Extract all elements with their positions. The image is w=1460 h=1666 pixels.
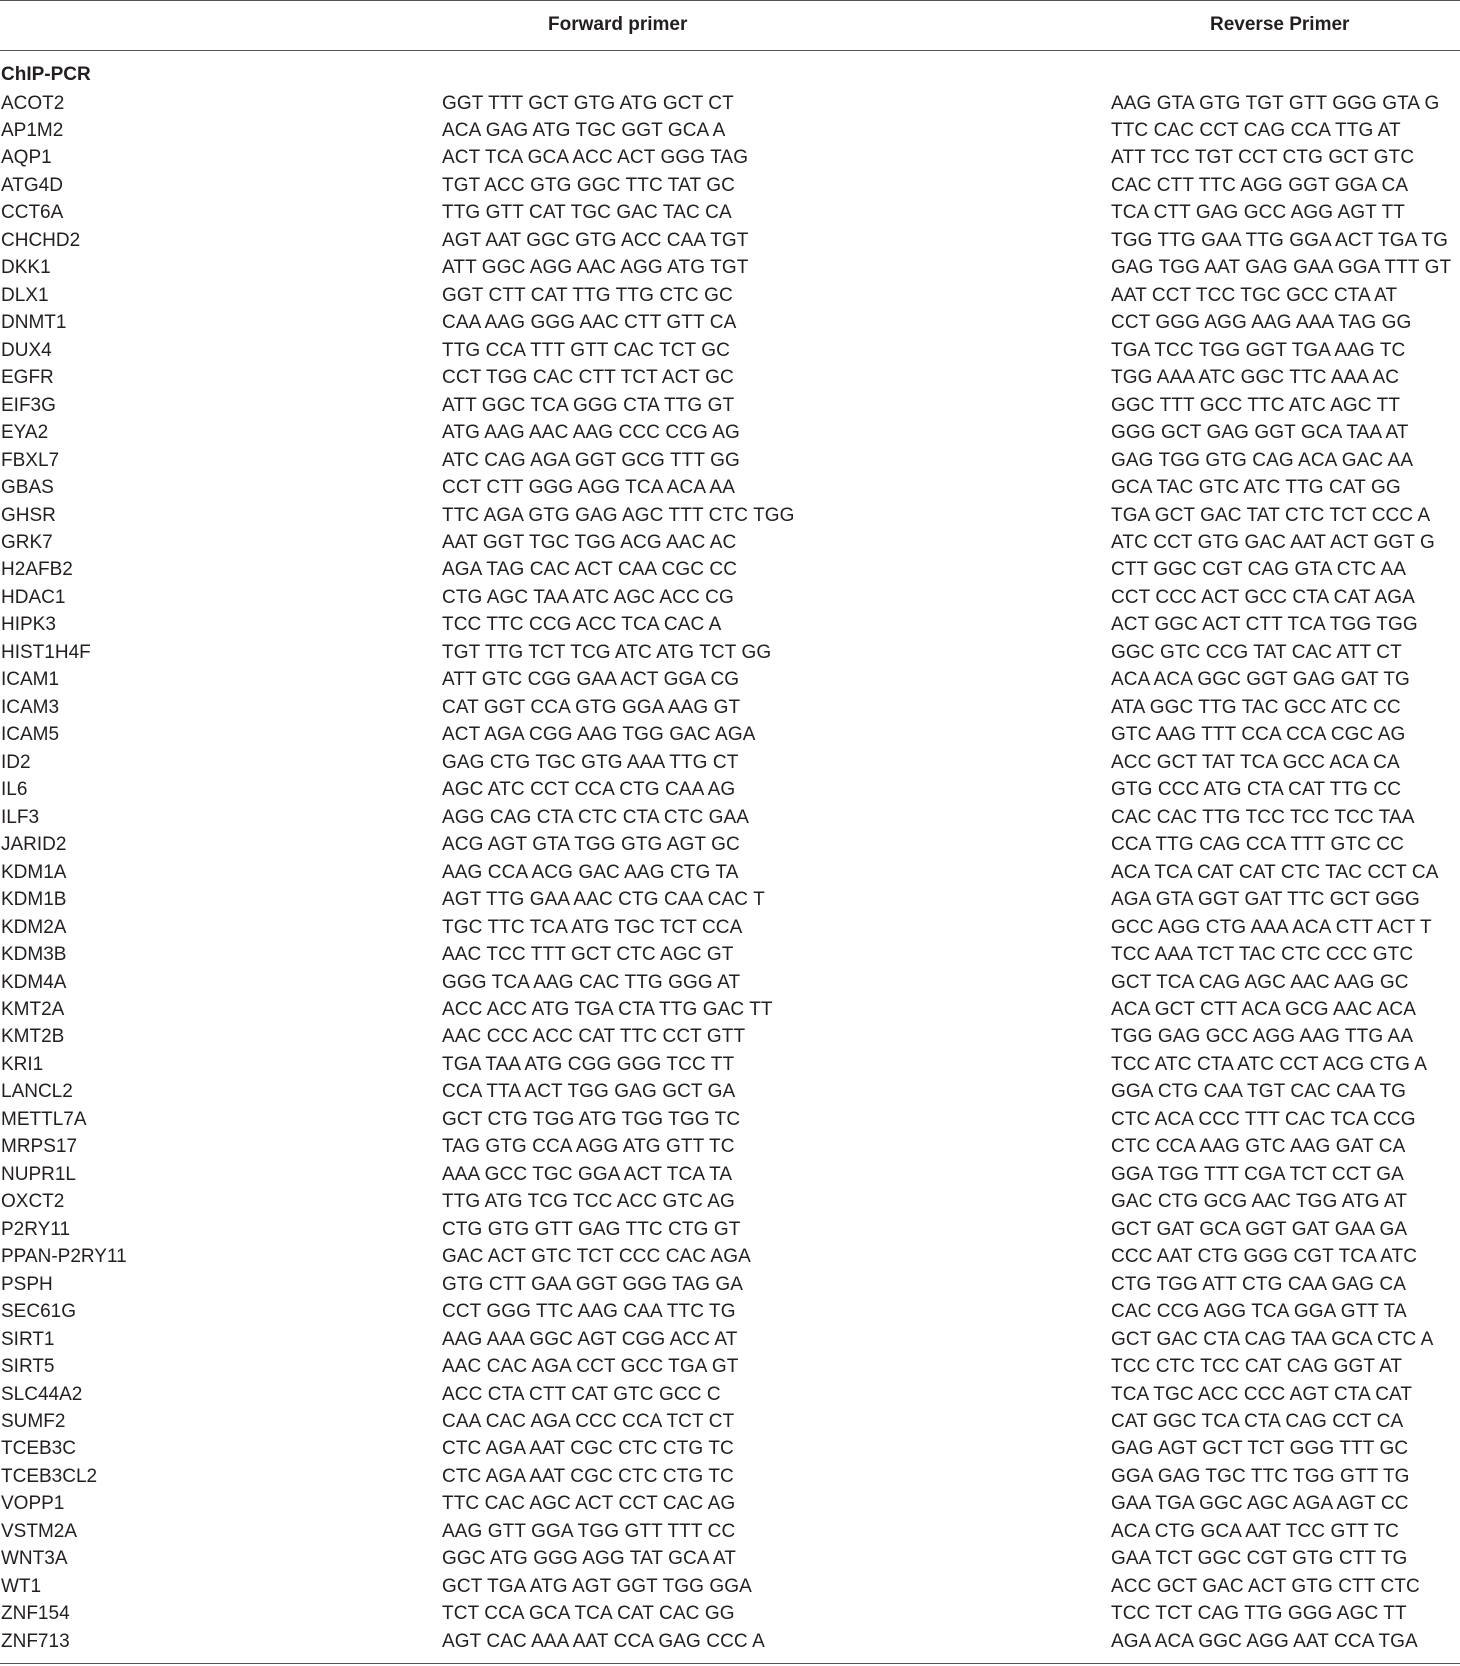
table-row [0, 1600, 1460, 1627]
reverse-primer-cell: CTC ACA CCC TTT CAC TCA CCG [1111, 1108, 1416, 1130]
reverse-primer-cell: CAC CAC TTG TCC TCC TCC TAA [1111, 806, 1415, 828]
forward-primer-cell: TTG ATG TCG TCC ACC GTC AG [442, 1191, 735, 1213]
gene-cell: SUMF2 [1, 1411, 66, 1432]
gene-cell: ICAM3 [1, 696, 60, 718]
table-row [0, 666, 1460, 693]
gene-cell: PPAN-P2RY11 [1, 1246, 127, 1268]
table-row [0, 337, 1460, 364]
gene-cell: SEC61G [1, 1301, 76, 1323]
gene-cell: SIRT1 [1, 1328, 55, 1350]
table-row [0, 969, 1460, 996]
reverse-primer-cell: CAT GGC TCA CTA CAG CCT CA [1111, 1411, 1404, 1432]
forward-primer-cell: CCT CTT GGG AGG TCA ACA AA [442, 477, 735, 499]
forward-primer-cell: CAA CAC AGA CCC CCA TCT CT [442, 1411, 735, 1432]
forward-primer-cell: GGC ATG GGG AGG TAT GCA AT [442, 1548, 736, 1570]
forward-primer-cell: CCA TTA ACT TGG GAG GCT GA [442, 1081, 736, 1103]
reverse-primer-cell: CCT GGG AGG AAG AAA TAG GG [1111, 312, 1412, 334]
reverse-primer-cell: CTC CCA AAG GTC AAG GAT CA [1111, 1136, 1406, 1158]
reverse-primer-cell: GCA TAC GTC ATC TTG CAT GG [1111, 477, 1401, 499]
gene-cell: KMT2A [1, 998, 65, 1020]
forward-primer-cell: CAT GGT CCA GTG GGA AAG GT [442, 696, 741, 718]
reverse-primer-cell: GGC GTC CCG TAT CAC ATT CT [1111, 641, 1402, 663]
reverse-primer-cell: GTC AAG TTT CCA CCA CGC AG [1111, 724, 1406, 746]
reverse-primer-cell: GGA TGG TTT CGA TCT CCT GA [1111, 1163, 1404, 1185]
reverse-primer-cell: GGA CTG CAA TGT CAC CAA TG [1111, 1081, 1407, 1103]
table-row [0, 776, 1460, 803]
header-forward-primer: Forward primer [548, 14, 688, 35]
gene-cell: KDM1B [1, 889, 67, 911]
table-row [0, 1243, 1460, 1270]
gene-cell: LANCL2 [1, 1081, 73, 1103]
gene-cell: DUX4 [1, 339, 52, 361]
reverse-primer-cell: GAG TGG AAT GAG GAA GGA TTT GT [1111, 257, 1452, 279]
table-row [0, 584, 1460, 611]
table-row [0, 886, 1460, 913]
reverse-primer-cell: TCC CTC TCC CAT CAG GGT AT [1111, 1356, 1403, 1378]
gene-cell: EIF3G [1, 394, 56, 416]
forward-primer-cell: TTC AGA GTG GAG AGC TTT CTC TGG [442, 504, 795, 526]
table-row [0, 474, 1460, 501]
reverse-primer-cell: TCC TCT CAG TTG GGG AGC TT [1111, 1603, 1407, 1625]
reverse-primer-cell: TGG AAA ATC GGC TTC AAA AC [1111, 367, 1400, 389]
forward-primer-cell: CCT GGG TTC AAG CAA TTC TG [442, 1301, 736, 1323]
gene-cell: WT1 [1, 1575, 42, 1597]
table-row [0, 1023, 1460, 1050]
reverse-primer-cell: GCC AGG CTG AAA ACA CTT ACT T [1111, 916, 1432, 938]
reverse-primer-cell: AAG GTA GTG TGT GTT GGG GTA G [1111, 92, 1440, 114]
forward-primer-cell: TGT TTG TCT TCG ATC ATG TCT GG [442, 641, 772, 663]
gene-cell: ILF3 [1, 806, 40, 828]
gene-cell: SLC44A2 [1, 1383, 83, 1405]
gene-cell: GHSR [1, 504, 56, 526]
gene-cell: ICAM5 [1, 724, 60, 746]
gene-cell: DNMT1 [1, 312, 67, 334]
reverse-primer-cell: GCT TCA CAG AGC AAC AAG GC [1111, 971, 1409, 993]
table-row [0, 447, 1460, 474]
forward-primer-cell: CTG AGC TAA ATC AGC ACC CG [442, 586, 734, 608]
forward-primer-cell: TCC TTC CCG ACC TCA CAC A [442, 614, 722, 636]
forward-primer-cell: AGT TTG GAA AAC CTG CAA CAC T [442, 889, 765, 911]
reverse-primer-cell: CTG TGG ATT CTG CAA GAG CA [1111, 1273, 1407, 1295]
reverse-primer-cell: TGG GAG GCC AGG AAG TTG AA [1111, 1026, 1414, 1048]
gene-cell: PSPH [1, 1273, 53, 1295]
forward-primer-cell: GAG CTG TGC GTG AAA TTG CT [442, 751, 739, 773]
gene-cell: ICAM1 [1, 669, 60, 691]
gene-cell: VSTM2A [1, 1520, 78, 1542]
reverse-primer-cell: ACC GCT TAT TCA GCC ACA CA [1111, 751, 1400, 773]
table-header-rule [0, 50, 1460, 51]
table-row [0, 1161, 1460, 1188]
forward-primer-cell: AAG GTT GGA TGG GTT TTT CC [442, 1520, 736, 1542]
forward-primer-cell: ATC CAG AGA GGT GCG TTT GG [442, 449, 740, 471]
forward-primer-cell: GCT TGA ATG AGT GGT TGG GGA [442, 1575, 752, 1597]
reverse-primer-cell: AGA GTA GGT GAT TTC GCT GGG [1111, 889, 1420, 911]
table-row [0, 392, 1460, 419]
table-row [0, 1078, 1460, 1105]
reverse-primer-cell: CCA TTG CAG CCA TTT GTC CC [1111, 834, 1404, 856]
forward-primer-cell: ACT AGA CGG AAG TGG GAC AGA [442, 724, 756, 746]
reverse-primer-cell: GAG AGT GCT TCT GGG TTT GC [1111, 1438, 1409, 1460]
reverse-primer-cell: AGA ACA GGC AGG AAT CCA TGA [1111, 1630, 1418, 1652]
reverse-primer-cell: TGA TCC TGG GGT TGA AAG TC [1111, 339, 1406, 361]
gene-cell: JARID2 [1, 834, 67, 856]
table-row [0, 639, 1460, 666]
gene-cell: ATG4D [1, 174, 63, 196]
gene-cell: IL6 [1, 779, 28, 801]
forward-primer-cell: TAG GTG CCA AGG ATG GTT TC [442, 1136, 735, 1158]
forward-primer-cell: TTG CCA TTT GTT CAC TCT GC [442, 339, 730, 361]
header-reverse-primer: Reverse Primer [1210, 14, 1350, 35]
table-row [0, 502, 1460, 529]
reverse-primer-cell: ATA GGC TTG TAC GCC ATC CC [1111, 696, 1401, 718]
forward-primer-cell: GGT TTT GCT GTG ATG GCT CT [442, 92, 734, 114]
forward-primer-cell: CTC AGA AAT CGC CTC CTG TC [442, 1438, 734, 1460]
reverse-primer-cell: GTG CCC ATG CTA CAT TTG CC [1111, 779, 1402, 801]
table-row [0, 309, 1460, 336]
reverse-primer-cell: ACA GCT CTT ACA GCG AAC ACA [1111, 998, 1417, 1020]
reverse-primer-cell: CTT GGC CGT CAG GTA CTC AA [1111, 559, 1407, 581]
forward-primer-cell: ATT GGC AGG AAC AGG ATG TGT [442, 257, 749, 279]
forward-primer-cell: ACC ACC ATG TGA CTA TTG GAC TT [442, 998, 773, 1020]
reverse-primer-cell: AAT CCT TCC TGC GCC CTA AT [1111, 284, 1398, 306]
reverse-primer-cell: ACT GGC ACT CTT TCA TGG TGG [1111, 614, 1418, 636]
reverse-primer-cell: GGG GCT GAG GGT GCA TAA AT [1111, 422, 1409, 444]
table-row [0, 1051, 1460, 1078]
table-row [0, 1133, 1460, 1160]
forward-primer-cell: ACG AGT GTA TGG GTG AGT GC [442, 834, 740, 856]
table-row [0, 199, 1460, 226]
table-row [0, 1490, 1460, 1517]
gene-cell: CHCHD2 [1, 229, 81, 251]
forward-primer-cell: AAC TCC TTT GCT CTC AGC GT [442, 944, 734, 966]
table-row [0, 364, 1460, 391]
table-row [0, 749, 1460, 776]
forward-primer-cell: CTC AGA AAT CGC CTC CTG TC [442, 1465, 734, 1487]
forward-primer-cell: TGC TTC TCA ATG TGC TCT CCA [442, 916, 743, 938]
forward-primer-cell: GCT CTG TGG ATG TGG TGG TC [442, 1108, 741, 1130]
reverse-primer-cell: GAG TGG GTG CAG ACA GAC AA [1111, 449, 1414, 471]
gene-cell: CCT6A [1, 202, 64, 224]
forward-primer-cell: GGT CTT CAT TTG TTG CTC GC [442, 284, 733, 306]
reverse-primer-cell: GGC TTT GCC TTC ATC AGC TT [1111, 394, 1401, 416]
reverse-primer-cell: ACA ACA GGC GGT GAG GAT TG [1111, 669, 1410, 691]
reverse-primer-cell: CCT CCC ACT GCC CTA CAT AGA [1111, 586, 1415, 608]
gene-cell: MRPS17 [1, 1136, 78, 1158]
reverse-primer-cell: ACC GCT GAC ACT GTG CTT CTC [1111, 1575, 1420, 1597]
gene-cell: GRK7 [1, 532, 53, 553]
forward-primer-cell: AGT CAC AAA AAT CCA GAG CCC A [442, 1630, 765, 1652]
table-row [0, 694, 1460, 721]
forward-primer-cell: AAC CCC ACC CAT TTC CCT GTT [442, 1026, 746, 1048]
table-row [0, 1435, 1460, 1462]
gene-cell: HIST1H4F [1, 641, 91, 663]
reverse-primer-cell: GGA GAG TGC TTC TGG GTT TG [1111, 1465, 1410, 1487]
gene-cell: KDM2A [1, 916, 67, 938]
table-row [0, 172, 1460, 199]
table-row [0, 117, 1460, 144]
gene-cell: ZNF154 [1, 1603, 70, 1625]
reverse-primer-cell: GCT GAT GCA GGT GAT GAA GA [1111, 1218, 1408, 1240]
forward-primer-cell: GGG TCA AAG CAC TTG GGG AT [442, 971, 741, 993]
gene-cell: HIPK3 [1, 614, 56, 636]
reverse-primer-cell: TGA GCT GAC TAT CTC TCT CCC A [1111, 504, 1431, 526]
table-row [0, 859, 1460, 886]
forward-primer-cell: AAG AAA GGC AGT CGG ACC AT [442, 1328, 738, 1350]
table-row [0, 1353, 1460, 1380]
reverse-primer-cell: TCA CTT GAG GCC AGG AGT TT [1111, 202, 1405, 224]
gene-cell: AP1M2 [1, 119, 64, 141]
reverse-primer-cell: TTC CAC CCT CAG CCA TTG AT [1111, 119, 1401, 141]
reverse-primer-cell: TCC ATC CTA ATC CCT ACG CTG A [1111, 1053, 1428, 1075]
gene-cell: TCEB3C [1, 1438, 76, 1460]
table-row [0, 1463, 1460, 1490]
gene-cell: METTL7A [1, 1108, 87, 1130]
gene-cell: EYA2 [1, 422, 49, 444]
gene-cell: ACOT2 [1, 92, 65, 114]
table-row [0, 1628, 1460, 1655]
reverse-primer-cell: CAC CCG AGG TCA GGA GTT TA [1111, 1301, 1407, 1323]
forward-primer-cell: AGC ATC CCT CCA CTG CAA AG [442, 779, 736, 801]
table-row [0, 419, 1460, 446]
gene-cell: KMT2B [1, 1026, 65, 1048]
gene-cell: TCEB3CL2 [1, 1465, 98, 1487]
forward-primer-cell: AGG CAG CTA CTC CTA CTC GAA [442, 806, 750, 828]
table-row [0, 254, 1460, 281]
forward-primer-cell: TTG GTT CAT TGC GAC TAC CA [442, 202, 732, 224]
table-row [0, 556, 1460, 583]
table-row [0, 1573, 1460, 1600]
forward-primer-cell: CTG GTG GTT GAG TTC CTG GT [442, 1218, 741, 1240]
gene-cell: HDAC1 [1, 586, 66, 608]
forward-primer-cell: ATT GGC TCA GGG CTA TTG GT [442, 394, 735, 416]
forward-primer-cell: CCT TGG CAC CTT TCT ACT GC [442, 367, 734, 389]
reverse-primer-cell: ACA CTG GCA AAT TCC GTT TC [1111, 1520, 1400, 1542]
forward-primer-cell: AAG CCA ACG GAC AAG CTG TA [442, 861, 739, 883]
gene-cell: OXCT2 [1, 1191, 65, 1213]
gene-cell: KDM1A [1, 861, 67, 883]
gene-cell: AQP1 [1, 147, 52, 169]
gene-cell: H2AFB2 [1, 559, 73, 581]
gene-cell: KDM4A [1, 971, 67, 993]
reverse-primer-cell: TCA TGC ACC CCC AGT CTA CAT [1111, 1383, 1413, 1405]
gene-cell: GBAS [1, 477, 54, 499]
gene-cell: DLX1 [1, 284, 49, 306]
gene-cell: P2RY11 [1, 1218, 71, 1240]
table-row [0, 1518, 1460, 1545]
table-row [0, 1188, 1460, 1215]
table-row [0, 831, 1460, 858]
table-row [0, 1216, 1460, 1243]
section-label: ChIP-PCR [1, 64, 91, 85]
table-row [0, 941, 1460, 968]
forward-primer-cell: ATG AAG AAC AAG CCC CCG AG [442, 422, 740, 444]
table-row [0, 1106, 1460, 1133]
gene-cell: FBXL7 [1, 449, 60, 471]
forward-primer-cell: TTC CAC AGC ACT CCT CAC AG [442, 1493, 736, 1515]
forward-primer-cell: CAA AAG GGG AAC CTT GTT CA [442, 312, 737, 334]
forward-primer-cell: TGT ACC GTG GGC TTC TAT GC [442, 174, 735, 196]
forward-primer-cell: ACT TCA GCA ACC ACT GGG TAG [442, 147, 749, 169]
forward-primer-cell: TGA TAA ATG CGG GGG TCC TT [442, 1053, 735, 1075]
gene-cell: KDM3B [1, 944, 67, 966]
table-row [0, 721, 1460, 748]
gene-cell: ID2 [1, 751, 31, 773]
gene-cell: SIRT5 [1, 1356, 55, 1378]
forward-primer-cell: AGT AAT GGC GTG ACC CAA TGT [442, 229, 749, 251]
gene-cell: NUPR1L [1, 1163, 76, 1185]
forward-primer-cell: AAA GCC TGC GGA ACT TCA TA [442, 1163, 733, 1185]
table-row [0, 1271, 1460, 1298]
reverse-primer-cell: TCC AAA TCT TAC CTC CCC GTC [1111, 944, 1414, 966]
table-row [0, 227, 1460, 254]
table-bottom-rule [0, 1663, 1460, 1664]
table-row [0, 611, 1460, 638]
table-row [0, 144, 1460, 171]
gene-cell: WNT3A [1, 1548, 68, 1570]
forward-primer-cell: ACA GAG ATG TGC GGT GCA A [442, 119, 726, 141]
forward-primer-cell: AAC CAC AGA CCT GCC TGA GT [442, 1356, 739, 1378]
forward-primer-cell: ACC CTA CTT CAT GTC GCC C [442, 1383, 721, 1405]
forward-primer-cell: AAT GGT TGC TGG ACG AAC AC [442, 532, 737, 553]
table-row [0, 1298, 1460, 1325]
gene-cell: VOPP1 [1, 1493, 65, 1515]
reverse-primer-cell: TGG TTG GAA TTG GGA ACT TGA TG [1111, 229, 1448, 251]
table-body [0, 90, 1460, 1656]
forward-primer-cell: GAC ACT GTC TCT CCC CAC AGA [442, 1246, 751, 1268]
forward-primer-cell: TCT CCA GCA TCA CAT CAC GG [442, 1603, 735, 1625]
reverse-primer-cell: GCT GAC CTA CAG TAA GCA CTC A [1111, 1328, 1434, 1350]
table-row [0, 914, 1460, 941]
table-row [0, 804, 1460, 831]
reverse-primer-cell: GAA TGA GGC AGC AGA AGT CC [1111, 1493, 1409, 1515]
reverse-primer-cell: ATT TCC TGT CCT CTG GCT GTC [1111, 147, 1415, 169]
forward-primer-cell: ATT GTC CGG GAA ACT GGA CG [442, 669, 740, 691]
gene-cell: DKK1 [1, 257, 51, 279]
table-row [0, 1408, 1460, 1435]
table-row [0, 1545, 1460, 1572]
table-header [0, 0, 1460, 50]
table-row [0, 90, 1460, 117]
gene-cell: KRI1 [1, 1053, 44, 1075]
table-row [0, 996, 1460, 1023]
reverse-primer-cell: ACA TCA CAT CAT CTC TAC CCT CA [1111, 861, 1439, 883]
table-row [0, 1326, 1460, 1353]
gene-cell: EGFR [1, 367, 54, 389]
table-row [0, 1381, 1460, 1408]
reverse-primer-cell: CAC CTT TTC AGG GGT GGA CA [1111, 174, 1409, 196]
reverse-primer-cell: CCC AAT CTG GGG CGT TCA ATC [1111, 1246, 1418, 1268]
reverse-primer-cell: ATC CCT GTG GAC AAT ACT GGT G [1111, 532, 1435, 553]
reverse-primer-cell: GAA TCT GGC CGT GTG CTT TG [1111, 1548, 1408, 1570]
gene-cell: ZNF713 [1, 1630, 70, 1652]
forward-primer-cell: AGA TAG CAC ACT CAA CGC CC [442, 559, 738, 581]
table-row [0, 282, 1460, 309]
reverse-primer-cell: GAC CTG GCG AAC TGG ATG AT [1111, 1191, 1408, 1213]
forward-primer-cell: GTG CTT GAA GGT GGG TAG GA [442, 1273, 744, 1295]
table-row [0, 529, 1460, 556]
